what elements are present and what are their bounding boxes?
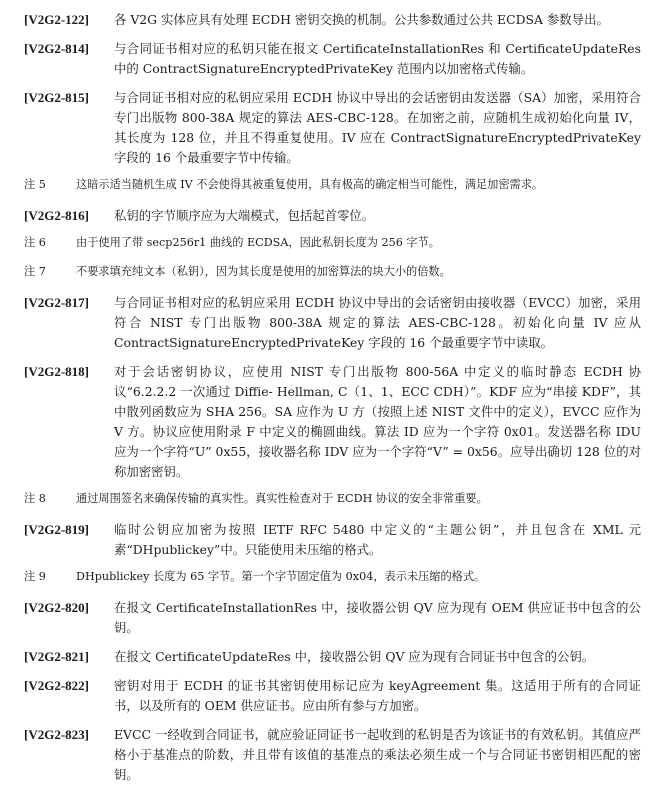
requirement-text: 对于会话密钥协议，应使用 NIST 专门出版物 800-56A 中定义的临时静态 ECDH 协议“6.2.2.2 一次通过 Diffie- Hellman, C（1、1、ECC CDH）”。KDF 应为“串接 KDF”，其中散列函数应为 SHA 256。SA 应作为 U 方（按照上述 NIST 文件中的定义），EVCC 应作为 V 方。协议应使用附录 F 中定义的椭圆曲线。算法 ID 应为一个字符 0x01。发送器名称 IDU 应为一个字符“U” 0x55，接收器名称 IDV 应为一个字符“V” = 0x56。应导出确切 128 位的对称加密密钥。 — [114, 364, 641, 479]
note-text: 不要求填充纯文本（私钥），因为其长度是使用的加密算法的块大小的倍数。 — [76, 265, 451, 278]
requirement-text: 私钥的字节顺序应为大端模式，包括起首零位。 — [114, 208, 375, 223]
requirement-text: EVCC 一经收到合同证书，就应验证同证书一起收到的私钥是否为该证书的有效私钥。其值应严格小于基准点的阶数，并且带有该值的基准点的乘法必须生成一个与合同证书密钥相匹配的密钥。 — [114, 727, 641, 782]
note-text: 这暗示适当随机生成 IV 不会使得其被重复使用，具有极高的确定相当可能性，满足加密需求。 — [76, 178, 544, 191]
note-id: 注 6 — [24, 236, 46, 249]
note-id: 注 7 — [24, 265, 46, 278]
requirement-text: 各 V2G 实体应具有处理 ECDH 密钥交换的机制。公共参数通过公共 ECDSA 参数导出。 — [114, 12, 609, 27]
requirement-id: [V2G2-122] — [24, 12, 89, 27]
note-6 — [0, 235, 651, 251]
requirement-id: [V2G2-816] — [24, 208, 89, 223]
requirement-v2g2-823 — [0, 725, 651, 785]
requirement-text: 与合同证书相对应的私钥只能在报文 CertificateInstallationRes 和 CertificateUpdateRes 中的 ContractSignatureEncryptedPrivateKey 范围内以加密格式传输。 — [114, 41, 641, 76]
requirement-v2g2-122 — [0, 10, 651, 30]
requirement-v2g2-818 — [0, 362, 651, 482]
note-text: DHpublickey 长度为 65 字节。第一个字节固定值为 0x04，表示未压缩的格式。 — [76, 570, 486, 583]
requirement-v2g2-816 — [0, 206, 651, 226]
requirement-text: 在报文 CertificateUpdateRes 中，接收器公钥 QV 应为现有合同证书中包含的公钥。 — [114, 649, 595, 664]
note-7 — [0, 264, 651, 280]
requirement-id: [V2G2-823] — [24, 727, 89, 742]
requirement-id: [V2G2-815] — [24, 90, 89, 105]
requirement-v2g2-817 — [0, 293, 651, 353]
requirement-id: [V2G2-819] — [24, 522, 89, 537]
requirement-id: [V2G2-817] — [24, 295, 89, 310]
requirement-text: 密钥对用于 ECDH 的证书其密钥使用标记应为 keyAgreement 集。这适用于所有的合同证书，以及所有的 OEM 供应证书。应由所有参与方加密。 — [114, 678, 641, 713]
note-id: 注 5 — [24, 178, 46, 191]
requirement-id: [V2G2-820] — [24, 600, 89, 615]
note-id: 注 8 — [24, 492, 46, 505]
requirement-text: 在报文 CertificateInstallationRes 中，接收器公钥 QV 应为现有 OEM 供应证书中包含的公钥。 — [114, 600, 641, 635]
requirement-v2g2-821 — [0, 647, 651, 667]
requirement-text: 与合同证书相对应的私钥应采用 ECDH 协议中导出的会话密钥由发送器（SA）加密，采用符合专门出版物 800-38A 规定的算法 AES-CBC-128。在加密之前，应随机生成初始化向量 IV，其长度为 128 位，并且不得重复使用。IV 应在 ContractSignatureEncryptedPrivateKey 字段的 16 个最重要字节中传输。 — [114, 90, 641, 165]
requirement-v2g2-820 — [0, 598, 651, 638]
note-5 — [0, 177, 651, 193]
requirement-v2g2-822 — [0, 676, 651, 716]
requirement-v2g2-815 — [0, 88, 651, 168]
note-8 — [0, 491, 651, 507]
note-text: 通过周围签名来确保传输的真实性。真实性检查对于 ECDH 协议的安全非常重要。 — [76, 492, 488, 505]
requirement-id: [V2G2-814] — [24, 41, 89, 56]
requirement-text: 与合同证书相对应的私钥应采用 ECDH 协议中导出的会话密钥由接收器（EVCC）加密，采用符合 NIST 专门出版物 800-38A 规定的算法 AES-CBC-128。初始化向量 IV 应从 ContractSignatureEncryptedPrivateKey 字段的 16 个最重要字节中读取。 — [114, 295, 641, 350]
document-page — [0, 10, 651, 794]
note-id: 注 9 — [24, 570, 46, 583]
requirement-id: [V2G2-821] — [24, 649, 89, 664]
requirement-id: [V2G2-822] — [24, 678, 89, 693]
note-text: 由于使用了带 secp256r1 曲线的 ECDSA，因此私钥长度为 256 字节。 — [76, 236, 440, 249]
note-9 — [0, 569, 651, 585]
requirement-text: 临时公钥应加密为按照 IETF RFC 5480 中定义的“主题公钥”，并且包含在 XML 元素“DHpublickey”中。只能使用未压缩的格式。 — [114, 522, 641, 557]
requirement-id: [V2G2-818] — [24, 364, 89, 379]
requirement-v2g2-814 — [0, 39, 651, 79]
requirement-v2g2-819 — [0, 520, 651, 560]
